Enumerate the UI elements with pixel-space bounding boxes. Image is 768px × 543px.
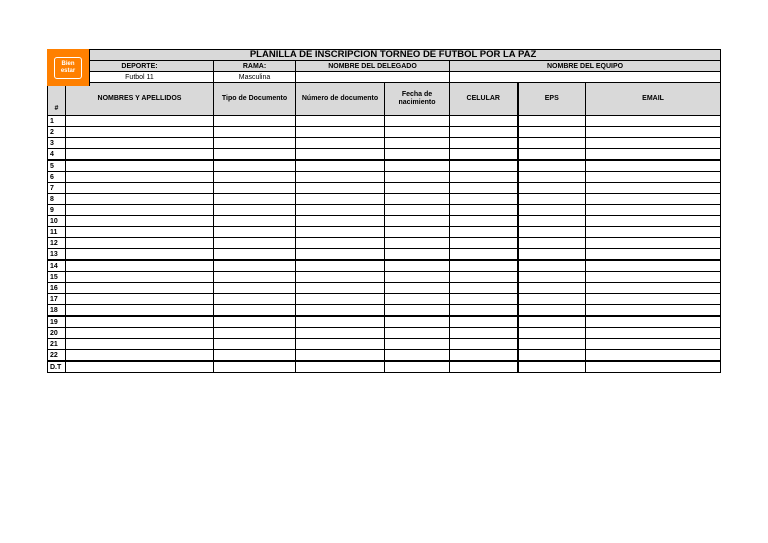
cell-email[interactable]	[586, 138, 721, 149]
cell-celular[interactable]	[450, 305, 518, 317]
cell-celular[interactable]	[450, 160, 518, 172]
rama-header: RAMA:	[214, 61, 296, 72]
cell-num-doc[interactable]	[296, 227, 385, 238]
table-row	[48, 328, 721, 339]
cell-email[interactable]	[586, 283, 721, 294]
cell-fecha[interactable]	[385, 238, 450, 249]
row-number: 2	[48, 127, 66, 138]
column-header-celular: CELULAR	[450, 83, 518, 116]
cell-tipo-doc[interactable]	[214, 305, 296, 317]
cell-tipo-doc[interactable]	[214, 227, 296, 238]
cell-tipo-doc[interactable]	[214, 127, 296, 138]
cell-num-doc[interactable]	[296, 194, 385, 205]
cell-nombres[interactable]	[66, 339, 214, 350]
row-number: 21	[48, 339, 66, 350]
cell-nombres[interactable]	[66, 205, 214, 216]
cell-nombres[interactable]	[66, 216, 214, 227]
cell-fecha[interactable]	[385, 138, 450, 149]
cell-nombres[interactable]	[66, 127, 214, 138]
cell-num-doc[interactable]	[296, 339, 385, 350]
cell-num-doc[interactable]	[296, 260, 385, 272]
cell-email[interactable]	[586, 260, 721, 272]
cell-celular[interactable]	[450, 238, 518, 249]
sheet-title: PLANILLA DE INSCRIPCION TORNEO DE FUTBOL POR LA PAZ	[66, 50, 721, 61]
cell-email[interactable]	[586, 205, 721, 216]
cell-num-doc[interactable]	[296, 160, 385, 172]
cell-celular[interactable]	[450, 260, 518, 272]
cell-nombres[interactable]	[66, 149, 214, 161]
cell-fecha[interactable]	[385, 339, 450, 350]
cell-fecha[interactable]	[385, 160, 450, 172]
cell-eps[interactable]	[518, 283, 586, 294]
cell-email[interactable]	[586, 316, 721, 328]
table-row	[48, 172, 721, 183]
table-row	[48, 116, 721, 127]
cell-email[interactable]	[586, 227, 721, 238]
table-row	[48, 160, 721, 172]
deporte-header: DEPORTE:	[66, 61, 214, 72]
column-header-tipo-doc: Tipo de Documento	[214, 83, 296, 116]
column-header-email: EMAIL	[586, 83, 721, 116]
row-number: 4	[48, 149, 66, 161]
cell-celular[interactable]	[450, 138, 518, 149]
row-number: 9	[48, 205, 66, 216]
cell-num-doc[interactable]	[296, 361, 385, 373]
cell-eps[interactable]	[518, 361, 586, 373]
cell-celular[interactable]	[450, 328, 518, 339]
cell-eps[interactable]	[518, 172, 586, 183]
cell-eps[interactable]	[518, 116, 586, 127]
cell-eps[interactable]	[518, 183, 586, 194]
row-number: D.T	[48, 361, 66, 373]
row-number: 7	[48, 183, 66, 194]
cell-fecha[interactable]	[385, 249, 450, 261]
cell-tipo-doc[interactable]	[214, 249, 296, 261]
cell-eps[interactable]	[518, 160, 586, 172]
row-number: 22	[48, 350, 66, 362]
cell-nombres[interactable]	[66, 238, 214, 249]
cell-fecha[interactable]	[385, 183, 450, 194]
cell-fecha[interactable]	[385, 305, 450, 317]
cell-eps[interactable]	[518, 127, 586, 138]
cell-celular[interactable]	[450, 127, 518, 138]
cell-celular[interactable]	[450, 116, 518, 127]
cell-fecha[interactable]	[385, 350, 450, 362]
cell-celular[interactable]	[450, 294, 518, 305]
cell-email[interactable]	[586, 272, 721, 283]
table-row	[48, 127, 721, 138]
row-number: 20	[48, 328, 66, 339]
cell-celular[interactable]	[450, 183, 518, 194]
delegado-value[interactable]	[296, 72, 450, 83]
table-row	[48, 339, 721, 350]
cell-celular[interactable]	[450, 205, 518, 216]
logo-text-1: Bien	[61, 60, 75, 67]
cell-nombres[interactable]	[66, 260, 214, 272]
cell-celular[interactable]	[450, 339, 518, 350]
cell-num-doc[interactable]	[296, 127, 385, 138]
cell-email[interactable]	[586, 249, 721, 261]
table-row	[48, 194, 721, 205]
cell-eps[interactable]	[518, 227, 586, 238]
cell-nombres[interactable]	[66, 116, 214, 127]
cell-tipo-doc[interactable]	[214, 283, 296, 294]
cell-celular[interactable]	[450, 194, 518, 205]
cell-num-doc[interactable]	[296, 249, 385, 261]
cell-celular[interactable]	[450, 227, 518, 238]
cell-eps[interactable]	[518, 339, 586, 350]
cell-eps[interactable]	[518, 238, 586, 249]
cell-tipo-doc[interactable]	[214, 216, 296, 227]
cell-tipo-doc[interactable]	[214, 238, 296, 249]
cell-email[interactable]	[586, 361, 721, 373]
table-row	[48, 227, 721, 238]
cell-fecha[interactable]	[385, 283, 450, 294]
row-number: 11	[48, 227, 66, 238]
cell-celular[interactable]	[450, 149, 518, 161]
table-row	[48, 249, 721, 261]
cell-tipo-doc[interactable]	[214, 272, 296, 283]
cell-nombres[interactable]	[66, 172, 214, 183]
row-number: 17	[48, 294, 66, 305]
deporte-value[interactable]: Futbol 11	[66, 72, 214, 83]
cell-celular[interactable]	[450, 350, 518, 362]
table-row	[48, 283, 721, 294]
cell-fecha[interactable]	[385, 205, 450, 216]
cell-eps[interactable]	[518, 260, 586, 272]
cell-tipo-doc[interactable]	[214, 183, 296, 194]
cell-num-doc[interactable]	[296, 316, 385, 328]
row-number: 19	[48, 316, 66, 328]
cell-nombres[interactable]	[66, 249, 214, 261]
cell-celular[interactable]	[450, 283, 518, 294]
logo-overlay	[47, 49, 90, 86]
cell-num-doc[interactable]	[296, 216, 385, 227]
cell-eps[interactable]	[518, 216, 586, 227]
cell-tipo-doc[interactable]	[214, 339, 296, 350]
cell-email[interactable]	[586, 350, 721, 362]
table-row	[48, 316, 721, 328]
cell-email[interactable]	[586, 116, 721, 127]
column-header-nombres: NOMBRES Y APELLIDOS	[66, 83, 214, 116]
table-row	[48, 294, 721, 305]
cell-fecha[interactable]	[385, 361, 450, 373]
cell-eps[interactable]	[518, 272, 586, 283]
cell-num-doc[interactable]	[296, 305, 385, 317]
cell-num-doc[interactable]	[296, 183, 385, 194]
cell-num-doc[interactable]	[296, 172, 385, 183]
table-row	[48, 138, 721, 149]
cell-fecha[interactable]	[385, 116, 450, 127]
cell-nombres[interactable]	[66, 350, 214, 362]
cell-tipo-doc[interactable]	[214, 294, 296, 305]
cell-fecha[interactable]	[385, 328, 450, 339]
equipo-header: NOMBRE DEL EQUIPO	[450, 61, 721, 72]
row-number: 10	[48, 216, 66, 227]
cell-num-doc[interactable]	[296, 205, 385, 216]
table-row	[48, 149, 721, 161]
cell-nombres[interactable]	[66, 183, 214, 194]
row-number: 13	[48, 249, 66, 261]
cell-fecha[interactable]	[385, 316, 450, 328]
cell-num-doc[interactable]	[296, 328, 385, 339]
cell-eps[interactable]	[518, 194, 586, 205]
cell-num-doc[interactable]	[296, 149, 385, 161]
table-row	[48, 361, 721, 373]
table-row	[48, 183, 721, 194]
cell-nombres[interactable]	[66, 283, 214, 294]
cell-tipo-doc[interactable]	[214, 205, 296, 216]
table-row	[48, 238, 721, 249]
cell-eps[interactable]	[518, 316, 586, 328]
cell-nombres[interactable]	[66, 272, 214, 283]
cell-fecha[interactable]	[385, 127, 450, 138]
cell-num-doc[interactable]	[296, 138, 385, 149]
row-number: 3	[48, 138, 66, 149]
cell-nombres[interactable]	[66, 194, 214, 205]
cell-fecha[interactable]	[385, 194, 450, 205]
cell-celular[interactable]	[450, 216, 518, 227]
cell-celular[interactable]	[450, 361, 518, 373]
cell-eps[interactable]	[518, 294, 586, 305]
column-header-num-doc: Número de documento	[296, 83, 385, 116]
row-number: 15	[48, 272, 66, 283]
column-header-hash: #	[48, 83, 66, 116]
cell-tipo-doc[interactable]	[214, 316, 296, 328]
cell-tipo-doc[interactable]	[214, 116, 296, 127]
cell-email[interactable]	[586, 339, 721, 350]
cell-fecha[interactable]	[385, 149, 450, 161]
cell-eps[interactable]	[518, 149, 586, 161]
cell-num-doc[interactable]	[296, 116, 385, 127]
row-number: 8	[48, 194, 66, 205]
logo-text-2: estar	[60, 67, 76, 74]
cell-fecha[interactable]	[385, 172, 450, 183]
row-number: 6	[48, 172, 66, 183]
cell-nombres[interactable]	[66, 328, 214, 339]
registration-table	[47, 49, 721, 373]
cell-nombres[interactable]	[66, 227, 214, 238]
cell-fecha[interactable]	[385, 272, 450, 283]
cell-eps[interactable]	[518, 305, 586, 317]
cell-num-doc[interactable]	[296, 272, 385, 283]
cell-fecha[interactable]	[385, 227, 450, 238]
cell-nombres[interactable]	[66, 294, 214, 305]
cell-celular[interactable]	[450, 249, 518, 261]
bienestar-logo	[54, 57, 82, 79]
cell-email[interactable]	[586, 216, 721, 227]
cell-nombres[interactable]	[66, 138, 214, 149]
table-row	[48, 205, 721, 216]
table-row	[48, 260, 721, 272]
cell-tipo-doc[interactable]	[214, 194, 296, 205]
cell-celular[interactable]	[450, 172, 518, 183]
table-row	[48, 272, 721, 283]
cell-tipo-doc[interactable]	[214, 350, 296, 362]
cell-email[interactable]	[586, 194, 721, 205]
cell-email[interactable]	[586, 183, 721, 194]
cell-email[interactable]	[586, 294, 721, 305]
rama-value[interactable]: Masculina	[214, 72, 296, 83]
cell-fecha[interactable]	[385, 294, 450, 305]
column-header-eps: EPS	[518, 83, 586, 116]
cell-num-doc[interactable]	[296, 238, 385, 249]
cell-celular[interactable]	[450, 316, 518, 328]
registration-sheet	[47, 49, 720, 373]
cell-email[interactable]	[586, 127, 721, 138]
table-row	[48, 305, 721, 317]
cell-nombres[interactable]	[66, 361, 214, 373]
cell-nombres[interactable]	[66, 316, 214, 328]
cell-fecha[interactable]	[385, 260, 450, 272]
cell-eps[interactable]	[518, 138, 586, 149]
column-header-fecha: Fecha de nacimiento	[385, 83, 450, 116]
cell-num-doc[interactable]	[296, 283, 385, 294]
cell-eps[interactable]	[518, 350, 586, 362]
cell-email[interactable]	[586, 149, 721, 161]
row-number: 5	[48, 160, 66, 172]
cell-email[interactable]	[586, 328, 721, 339]
cell-tipo-doc[interactable]	[214, 328, 296, 339]
table-row	[48, 350, 721, 362]
equipo-value[interactable]	[450, 72, 721, 83]
row-number: 14	[48, 260, 66, 272]
table-row	[48, 216, 721, 227]
cell-email[interactable]	[586, 172, 721, 183]
row-number: 18	[48, 305, 66, 317]
cell-tipo-doc[interactable]	[214, 160, 296, 172]
cell-celular[interactable]	[450, 272, 518, 283]
cell-email[interactable]	[586, 160, 721, 172]
cell-nombres[interactable]	[66, 160, 214, 172]
cell-num-doc[interactable]	[296, 294, 385, 305]
cell-tipo-doc[interactable]	[214, 172, 296, 183]
cell-tipo-doc[interactable]	[214, 138, 296, 149]
cell-tipo-doc[interactable]	[214, 260, 296, 272]
cell-eps[interactable]	[518, 249, 586, 261]
row-number: 16	[48, 283, 66, 294]
cell-tipo-doc[interactable]	[214, 361, 296, 373]
cell-fecha[interactable]	[385, 216, 450, 227]
cell-eps[interactable]	[518, 328, 586, 339]
delegado-header: NOMBRE DEL DELEGADO	[296, 61, 450, 72]
cell-nombres[interactable]	[66, 305, 214, 317]
cell-num-doc[interactable]	[296, 350, 385, 362]
cell-email[interactable]	[586, 305, 721, 317]
cell-tipo-doc[interactable]	[214, 149, 296, 161]
row-number: 1	[48, 116, 66, 127]
cell-eps[interactable]	[518, 205, 586, 216]
cell-email[interactable]	[586, 238, 721, 249]
row-number: 12	[48, 238, 66, 249]
